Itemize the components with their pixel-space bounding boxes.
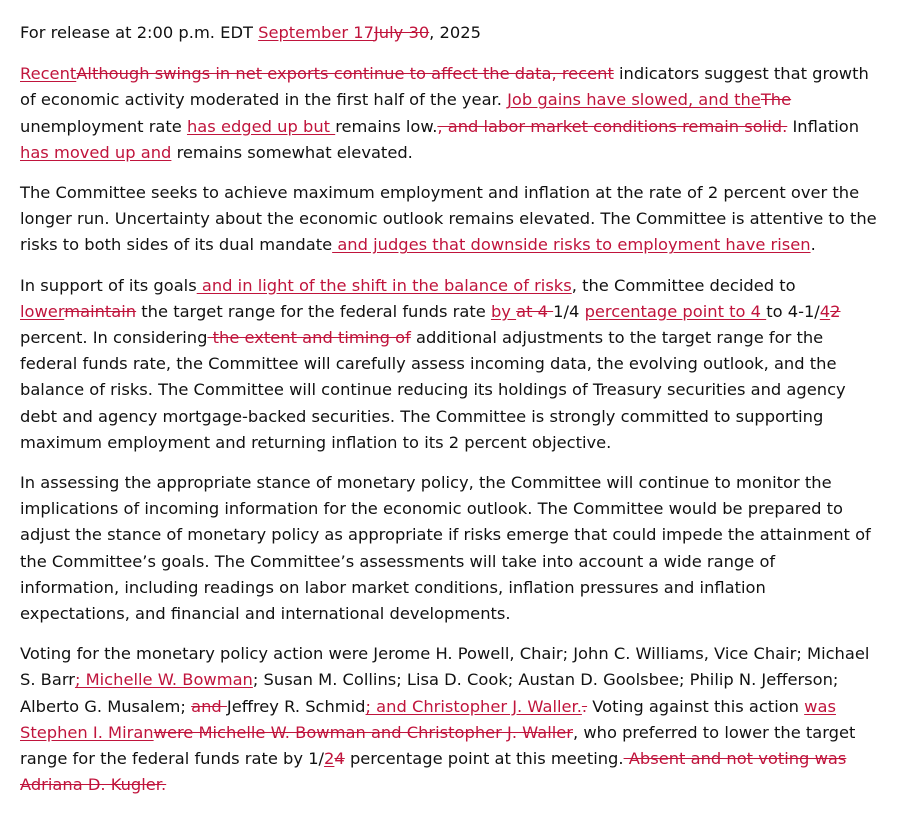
inserted-text: has edged up but: [186, 116, 336, 136]
inserted-text: Job gains have slowed, and the: [507, 90, 761, 110]
deleted-text: 2: [830, 301, 841, 321]
body-text: remains low.: [335, 116, 438, 136]
deleted-text: maintain: [64, 301, 137, 321]
deleted-text: Although swings in net exports continue to affect the data, recent: [76, 64, 614, 84]
deleted-text: , and labor market conditions remain solid.: [437, 116, 788, 136]
inserted-text: by: [490, 301, 517, 321]
body-text: Inflation: [787, 116, 860, 136]
deleted-text: and: [191, 696, 227, 716]
deleted-text: July 30: [374, 23, 430, 42]
inserted-text: and in light of the shift in the balance of risks: [196, 275, 572, 295]
body-text: , the Committee decided to: [571, 275, 796, 295]
deleted-text: at 4: [516, 301, 554, 321]
body-text: , 2025: [429, 23, 481, 42]
body-text: percent. In considering: [20, 328, 208, 348]
body-text: Voting for the monetary policy action were Jerome H. Powell, Chair; John C. Williams, Vice Chair; Michael S. Barr: [20, 644, 870, 690]
deleted-text: Absent and not voting was Adriana D. Kugler.: [20, 749, 847, 795]
inserted-text: has moved up and: [20, 142, 172, 162]
body-text: to 4-1/: [766, 301, 820, 321]
paragraph-voting-record: [20, 641, 878, 798]
paragraph-policy-stance: [20, 470, 878, 627]
body-text: additional adjustments to the target range for the federal funds rate, the Committee will carefully assess incoming data, the evolving outlook, and the balance of risks. The Committee will continue reducing its holdings of Treasury securities and agency debt and agency mortgage-backed securities. The Committee is strongly committed to supporting maximum employment and returning inflation to its 2 percent objective.: [20, 328, 846, 452]
inserted-text: 2: [324, 749, 335, 769]
body-text: For release at 2:00 p.m. EDT: [20, 23, 259, 42]
body-text: , who preferred to lower the target range for the federal funds rate by 1/: [20, 722, 856, 769]
body-text: unemployment rate: [20, 116, 187, 136]
inserted-text: Recent: [20, 64, 77, 84]
deleted-text: were Michelle W. Bowman and Christopher J. Waller: [153, 722, 573, 742]
inserted-text: lower: [20, 301, 65, 321]
body-text: The Committee seeks to achieve maximum employment and inflation at the rate of 2 percent over the longer run. Uncertainty about the economic outlook remains elevated. The Committee is attentive to the risks to both sides of its dual mandate: [20, 183, 877, 255]
inserted-text: September 17: [258, 23, 374, 42]
body-text: percentage point at this meeting.: [344, 749, 624, 769]
body-text: .: [810, 235, 816, 255]
paragraph-economic-activity: [20, 61, 878, 166]
paragraph-dual-mandate: [20, 180, 878, 259]
body-text: indicators suggest that growth of economic activity moderated in the first half of the year.: [20, 64, 869, 110]
body-text: the target range for the federal funds rate: [136, 301, 491, 321]
inserted-text: ; and Christopher J. Waller.: [365, 696, 582, 716]
inserted-text: 4: [819, 301, 831, 321]
deleted-text: 4: [334, 749, 345, 769]
body-text: In assessing the appropriate stance of monetary policy, the Committee will continue to monitor the implications of incoming information for the economic outlook. The Committee would be prepared to adjust the stance of monetary policy as appropriate if risks emerge that could impede the attainment of the Committee’s goals. The Committee’s assessments will take into account a wide range of information, including readings on labor market conditions, inflation pressures and inflation expectations, and financial and international developments.: [20, 473, 871, 624]
deleted-text: .: [581, 696, 588, 716]
body-text: ; Susan M. Collins; Lisa D. Cook; Austan D. Goolsbee; Philip N. Jefferson; Alberto G. Musalem;: [20, 670, 839, 716]
body-text: remains somewhat elevated.: [171, 142, 413, 162]
inserted-text: was Stephen I. Miran: [20, 696, 836, 742]
release-line: [20, 20, 878, 46]
inserted-text: ; Michelle W. Bowman: [74, 670, 253, 690]
body-text: Jeffrey R. Schmid: [226, 696, 366, 716]
deleted-text: the extent and timing of: [207, 328, 411, 348]
body-text: In support of its goals: [20, 275, 197, 295]
body-text: Voting against this action: [587, 696, 805, 716]
deleted-text: The: [760, 90, 792, 110]
inserted-text: and judges that downside risks to employment have risen: [332, 235, 811, 255]
inserted-text: percentage point to 4: [584, 301, 767, 321]
body-text: 1/4: [553, 301, 585, 321]
paragraph-policy-decision: [20, 273, 878, 456]
